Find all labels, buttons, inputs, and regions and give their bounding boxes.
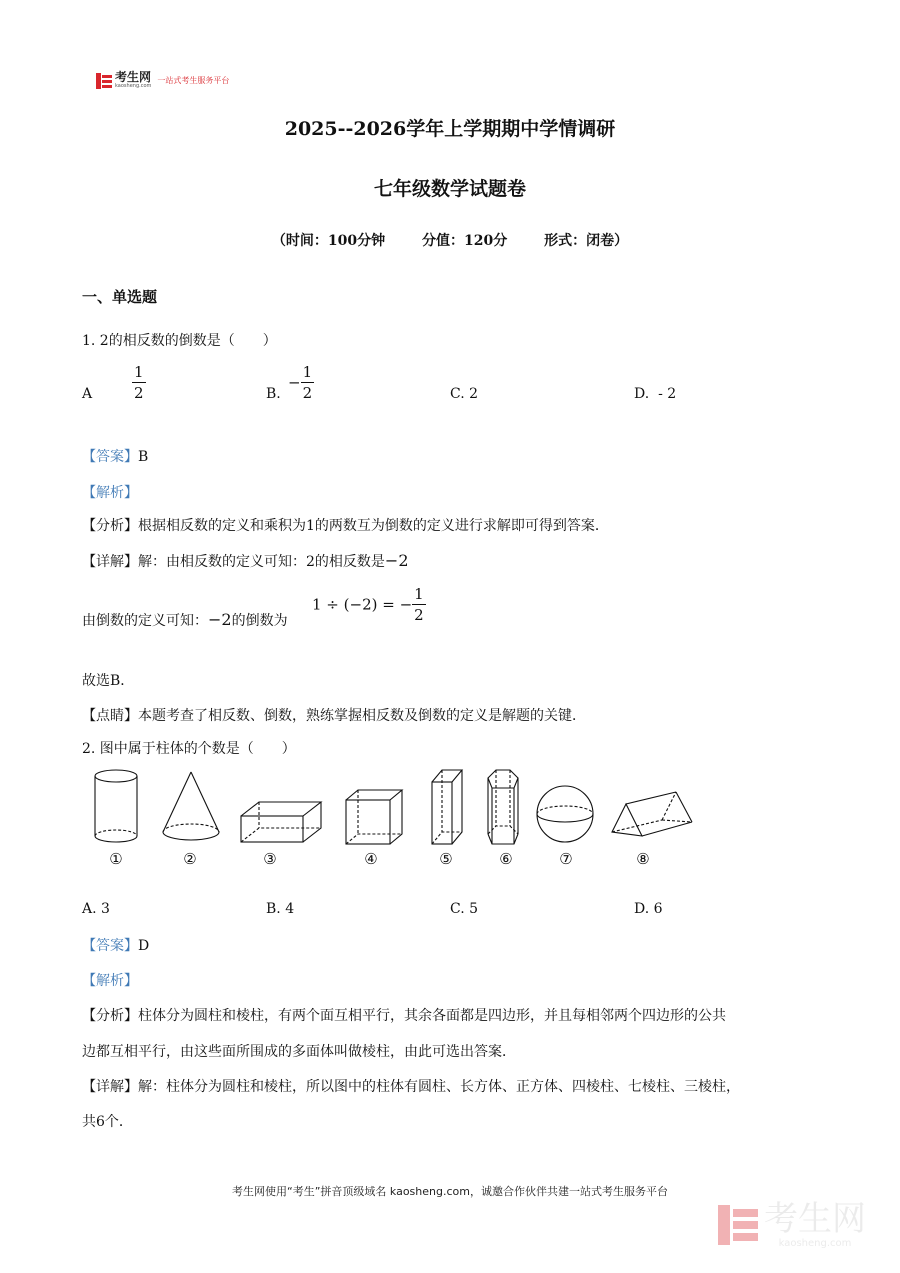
shape-label-7: ⑦ bbox=[559, 850, 573, 868]
heptagonal-prism-icon bbox=[488, 770, 518, 844]
q1-answer-value: B bbox=[138, 449, 149, 465]
q2-xiangjie-line1 bbox=[82, 1076, 740, 1096]
exam-info bbox=[0, 230, 900, 250]
question-1-stem: 1. 2的相反数的倒数是（ ） bbox=[82, 333, 277, 349]
q1-dianjing-text: 本题考查了相反数、倒数，熟练掌握相反数及倒数的定义是解题的关键． bbox=[138, 708, 586, 724]
watermark-mark-icon bbox=[718, 1205, 758, 1245]
q2-a-text: 3 bbox=[101, 901, 110, 917]
logo-mark-icon bbox=[96, 73, 112, 89]
q1-dianjing-tag: 【点睛】 bbox=[82, 708, 138, 724]
q1-conclusion: 故选B． bbox=[82, 673, 135, 689]
q1-xiangjie-tag: 【详解】 bbox=[82, 554, 138, 570]
section-heading: 一、单选题 bbox=[82, 288, 158, 306]
q2-fenxi-line2: 边都互相平行，由这些面所围成的多面体叫做棱柱，由此可选出答案． bbox=[82, 1044, 516, 1060]
cylinder-icon bbox=[95, 770, 137, 842]
cuboid-icon bbox=[241, 802, 321, 842]
q1-xiangjie-value: −2 bbox=[384, 551, 409, 570]
exam-time: （时间：100分钟 bbox=[271, 233, 386, 249]
watermark-logo bbox=[718, 1200, 866, 1249]
q2-fenxi-text-1: 柱体分为圆柱和棱柱，有两个面互相平行，其余各面都是四边形，并且每相邻两个四边形的公共 bbox=[138, 1008, 726, 1024]
logo-name: 考生网 bbox=[115, 70, 152, 84]
q2-answer-value: D bbox=[138, 938, 150, 954]
q1-option-b-label: B. bbox=[266, 386, 281, 402]
q1-answer-tag: 【答案】 bbox=[82, 449, 138, 465]
sphere-icon bbox=[537, 786, 593, 842]
q2-option-d bbox=[634, 901, 663, 917]
q1-expr-den: 2 bbox=[414, 606, 424, 624]
shape-label-4: ④ bbox=[364, 850, 378, 868]
square-prism-icon bbox=[432, 770, 462, 844]
triangular-prism-icon bbox=[612, 792, 692, 836]
q2-solids-figure bbox=[86, 764, 706, 872]
watermark-domain: kaosheng.com bbox=[778, 1238, 852, 1249]
q2-analysis-tag: 【解析】 bbox=[82, 973, 138, 989]
q1-option-c bbox=[450, 386, 478, 402]
q2-b-text: 4 bbox=[285, 901, 295, 917]
q1-fenxi bbox=[82, 515, 609, 535]
question-2-stem: 2. 图中属于柱体的个数是（ ） bbox=[82, 741, 296, 757]
q1-answer bbox=[82, 446, 148, 466]
q1-expr-num: 1 bbox=[414, 585, 424, 603]
exam-score: 分值：120分 bbox=[422, 233, 508, 249]
q2-answer-tag: 【答案】 bbox=[82, 938, 138, 954]
shape-label-3: ③ bbox=[263, 850, 277, 868]
q2-fenxi-line1 bbox=[82, 1005, 726, 1025]
header-logo bbox=[96, 72, 229, 89]
q1-reciprocal-expression bbox=[312, 584, 426, 625]
q1-analysis-tag: 【解析】 bbox=[82, 485, 138, 501]
q1-fenxi-tag: 【分析】 bbox=[82, 518, 138, 534]
q1-a-num: 1 bbox=[134, 363, 144, 381]
q2-d-label: D. bbox=[634, 901, 650, 917]
logo-slogan: 一站式考生服务平台 bbox=[157, 76, 230, 85]
q1-line2-pre: 由倒数的定义可知： bbox=[82, 613, 208, 629]
shape-label-8: ⑧ bbox=[636, 850, 650, 868]
page-footer: 考生网使用“考生”拼音顶级域名 kaosheng.com，诚邀合作伙伴共建一站式考生服务平台 bbox=[232, 1185, 668, 1198]
q1-option-a-fraction bbox=[132, 362, 146, 403]
q2-d-text: 6 bbox=[653, 901, 663, 917]
watermark-text bbox=[764, 1200, 866, 1249]
page-subtitle: 七年级数学试题卷 bbox=[373, 178, 526, 200]
q1-expr: 1 ÷ (−2) = − bbox=[312, 595, 413, 614]
q1-line2 bbox=[82, 610, 288, 630]
q1-d-label: D. bbox=[634, 386, 650, 402]
q1-b-num: 1 bbox=[302, 363, 313, 381]
logo-text bbox=[115, 72, 151, 89]
q2-option-a bbox=[82, 901, 110, 917]
q1-b-sign: − bbox=[288, 373, 301, 392]
exam-form: 形式：闭卷） bbox=[544, 233, 629, 249]
q2-option-c bbox=[450, 901, 478, 917]
q2-fenxi-tag: 【分析】 bbox=[82, 1008, 138, 1024]
q1-option-b-fraction bbox=[288, 362, 314, 403]
q2-c-text: 5 bbox=[469, 901, 479, 917]
q2-xiangjie-text-1: 解：柱体分为圆柱和棱柱，所以图中的柱体有圆柱、长方体、正方体、四棱柱、七棱柱、三棱柱， bbox=[138, 1079, 740, 1095]
q1-line2-value: −2 bbox=[208, 610, 232, 629]
shape-label-2: ② bbox=[183, 850, 197, 868]
q1-xiangjie bbox=[82, 551, 409, 571]
q1-option-d bbox=[634, 386, 676, 402]
q1-a-den: 2 bbox=[134, 384, 144, 402]
q1-b-den: 2 bbox=[302, 384, 313, 402]
cube-icon bbox=[346, 790, 402, 844]
watermark-name: 考生网 bbox=[764, 1199, 866, 1239]
q1-d-text: - 2 bbox=[658, 386, 677, 402]
q2-answer bbox=[82, 935, 149, 955]
q1-c-text: 2 bbox=[469, 386, 479, 402]
q2-a-label: A. bbox=[82, 901, 97, 917]
q2-b-label: B. bbox=[266, 901, 281, 917]
q1-xiangjie-text: 解：由相反数的定义可知：2的相反数是 bbox=[138, 554, 385, 570]
logo-domain: kaosheng.com bbox=[115, 83, 152, 89]
q1-option-a-label: A bbox=[82, 386, 93, 402]
page-title: 2025--2026学年上学期期中学情调研 bbox=[284, 118, 616, 140]
q1-fenxi-text: 根据相反数的定义和乘积为1的两数互为倒数的定义进行求解即可得到答案． bbox=[138, 518, 609, 534]
cone-icon bbox=[163, 772, 219, 840]
q2-option-b bbox=[266, 901, 294, 917]
q1-c-label: C. bbox=[450, 386, 465, 402]
q1-line2-mid: 的倒数为 bbox=[231, 613, 288, 629]
q1-dianjing bbox=[82, 705, 586, 725]
q2-xiangjie-tag: 【详解】 bbox=[82, 1079, 138, 1095]
shape-label-6: ⑥ bbox=[499, 850, 513, 868]
shape-label-1: ① bbox=[109, 850, 123, 868]
shape-label-5: ⑤ bbox=[439, 850, 453, 868]
q2-c-label: C. bbox=[450, 901, 465, 917]
q2-xiangjie-line2: 共6个． bbox=[82, 1114, 133, 1130]
